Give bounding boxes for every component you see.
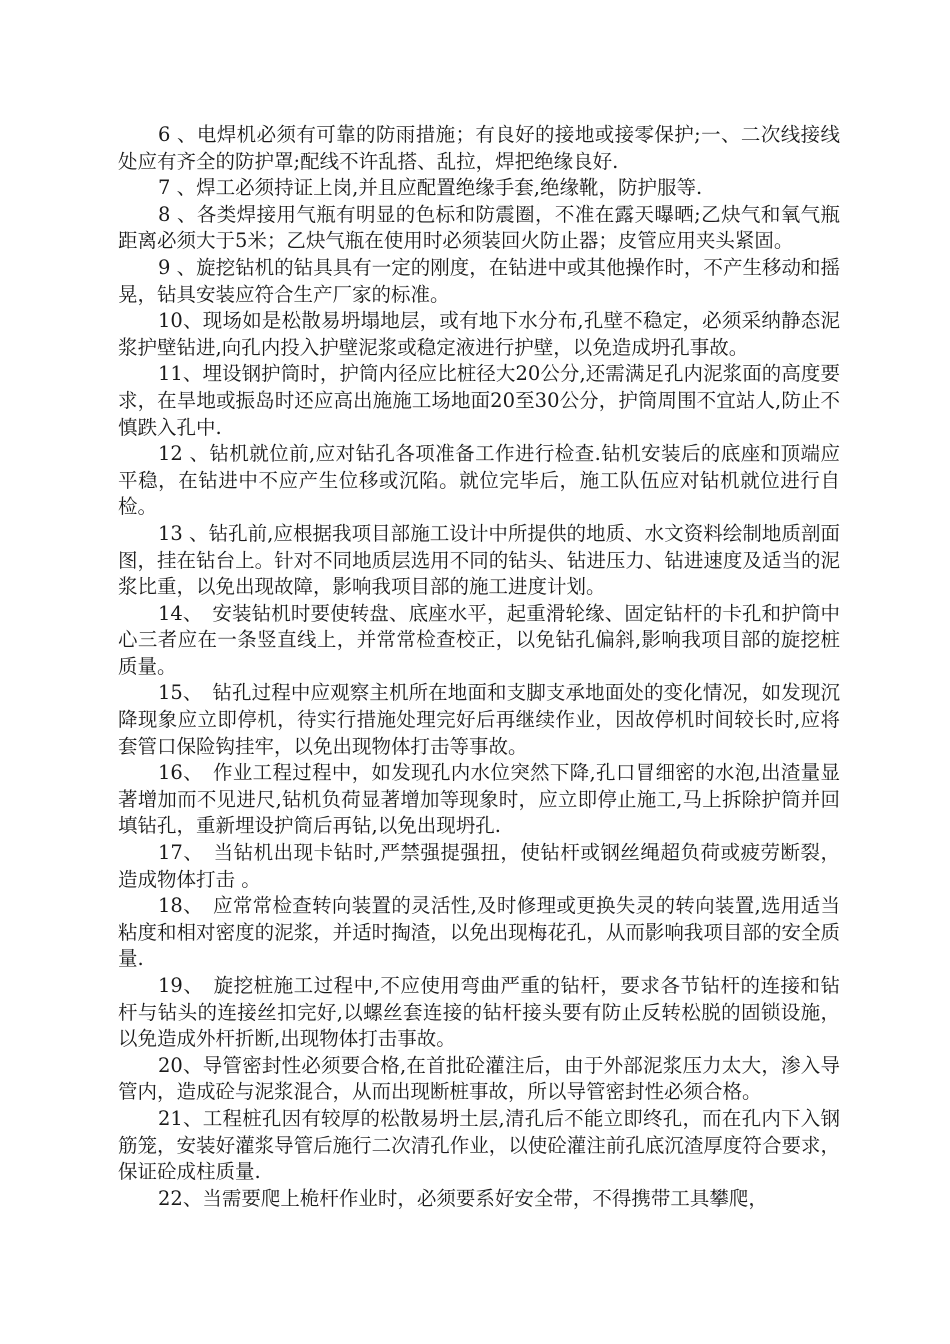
paragraph-22: 22、当需要爬上桅杆作业时，必须要系好安全带，不得携带工具攀爬， xyxy=(158,1186,768,1210)
paragraph-17: 17、 当钻机出现卡钻时,严禁强提强扭，使钻杆或钢丝绳超负荷或疲劳断裂，造成物体打击 。 xyxy=(118,841,840,891)
paragraph-20: 20、导管密封性必须要合格,在首批砼灌注后，由于外部泥浆压力太大，渗入导管内，造成砼与泥浆混合，从而出现断桩事故，所以导管密封性必须合格。 xyxy=(118,1053,840,1104)
paragraph-6: 6 、电焊机必须有可靠的防雨措施；有良好的接地或接零保护;一、二次线接线处应有齐全的防护罩;配线不许乱搭、乱拉，焊把绝缘良好. xyxy=(118,123,840,173)
paragraph-8: 8 、各类焊接用气瓶有明显的色标和防震圈，不准在露天曝晒;乙炔气和氧气瓶距离必须大于5米；乙炔气瓶在使用时必须装回火防止器；皮管应用夹头紧固。 xyxy=(118,202,840,253)
paragraph-19: 19、 旋挖桩施工过程中,不应使用弯曲严重的钻杆，要求各节钻杆的连接和钻杆与钻头的连接丝扣完好,以螺丝套连接的钻杆接头要有防止反转松脱的固锁设施，以免造成外杆折断,出现物体打击事故。 xyxy=(118,974,840,1051)
paragraph-18: 18、 应常常检查转向装置的灵活性,及时修理或更换失灵的转向装置,选用适当粘度和相对密度的泥浆，并适时掏渣，以免出现梅花孔，从而影响我项目部的安全质量. xyxy=(118,894,840,971)
paragraph-11: 11、埋设钢护筒时，护筒内径应比桩径大20公分,还需满足孔内泥浆面的高度要求，在旱地或振岛时还应高出施施工场地面20至30公分，护筒周围不宜站人,防止不慎跌入孔中. xyxy=(118,362,840,439)
paragraph-21: 21、工程桩孔因有较厚的松散易坍土层,清孔后不能立即终孔，而在孔内下入钢筋笼，安装好灌浆导管后施行二次清孔作业，以使砼灌注前孔底沉渣厚度符合要求，保证砼成柱质量. xyxy=(118,1106,840,1184)
paragraph-13: 13 、钻孔前,应根据我项目部施工设计中所提供的地质、水文资料绘制地质剖面图，挂在钻台上。针对不同地质层选用不同的钻头、钻进压力、钻进速度及适当的泥浆比重，以免出现故障，影响我项目部的施工进度计划。 xyxy=(118,521,840,599)
document-body xyxy=(118,122,840,1212)
paragraph-10: 10、现场如是松散易坍塌地层，或有地下水分布,孔壁不稳定，必须采纳静态泥浆护壁钻进,向孔内投入护壁泥浆或稳定液进行护壁，以免造成坍孔事故。 xyxy=(118,309,840,359)
paragraph-9: 9 、旋挖钻机的钻具具有一定的刚度，在钻进中或其他操作时，不产生移动和摇晃，钻具安装应符合生产厂家的标准。 xyxy=(118,255,840,306)
paragraph-7: 7 、焊工必须持证上岗,并且应配置绝缘手套,绝缘靴，防护服等. xyxy=(158,176,703,200)
paragraph-15: 15、 钻孔过程中应观察主机所在地面和支脚支承地面处的变化情况，如发现沉降现象应立即停机，待实行措施处理完好后再继续作业，因故停机时间较长时,应将套管口保险钩挂牢，以免出现物体打击等事故。 xyxy=(118,681,840,758)
paragraph-14: 14、 安装钻机时要使转盘、底座水平，起重滑轮缘、固定钻杆的卡孔和护筒中心三者应在一条竖直线上，并常常检查校正，以免钻孔偏斜,影响我项目部的旋挖桩质量。 xyxy=(118,601,840,678)
paragraph-16: 16、 作业工程过程中，如发现孔内水位突然下降,孔口冒细密的水泡,出渣量显著增加而不见进尺,钻机负荷显著增加等现象时，应立即停止施工,马上拆除护筒并回填钻孔，重新埋设护筒后再钻,以免出现坍孔. xyxy=(118,761,840,838)
paragraph-12: 12 、钻机就位前,应对钻孔各项准备工作进行检查.钻机安装后的底座和顶端应平稳，在钻进中不应产生位移或沉陷。就位完毕后，施工队伍应对钻机就位进行自检。 xyxy=(118,442,840,519)
